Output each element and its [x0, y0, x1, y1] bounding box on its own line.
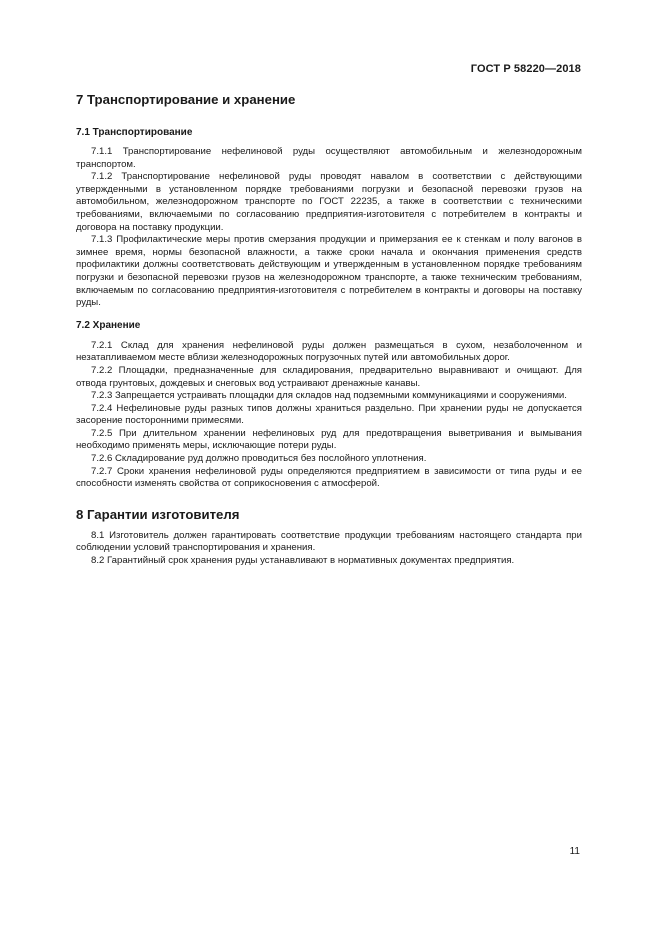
section-7-heading: 7 Транспортирование и хранение	[76, 92, 296, 107]
paragraph-7-2-5: 7.2.5 При длительном хранении нефелиновых руд для предотвращения выветривания и вымывания необходимо применять меры, исключающие потери руды.	[76, 427, 582, 452]
paragraph-7-2-4: 7.2.4 Нефелиновые руды разных типов должны храниться раздельно. При хранении руды не допускается засорение посторонними примесями.	[76, 402, 582, 427]
paragraph-7-2-2: 7.2.2 Площадки, предназначенные для складирования, предварительно выравнивают и очищают. Для отвода грунтовых, дождевых и снеговых вод устраивают дренажные канавы.	[76, 364, 582, 389]
subsection-7-1-heading: 7.1 Транспортирование	[76, 127, 193, 138]
paragraph-7-1-1: 7.1.1 Транспортирование нефелиновой руды осуществляют автомобильным и железнодорожным транспортом.	[76, 146, 582, 170]
page-number: 11	[569, 846, 580, 857]
subsection-7-2-heading: 7.2 Хранение	[76, 319, 141, 331]
paragraph-8-1: 8.1 Изготовитель должен гарантировать соответствие продукции требованиям настоящего стандарта при соблюдении условий транспортирования и хранения.	[76, 529, 582, 554]
paragraph-8-2: 8.2 Гарантийный срок хранения руды устанавливают в нормативных документах предприятия.	[91, 555, 515, 567]
paragraph-7-2-6: 7.2.6 Складирование руд должно проводиться без послойного уплотнения.	[91, 453, 427, 465]
paragraph-7-1-3: 7.1.3 Профилактические меры против смерзания продукции и примерзания ее к стенкам и полу вагонов в зимнее время, нормы безопасной влажности, а также сроки начала и окончания применения средств профилактики должны соответствовать действующим и утвержденным в установленном порядке требованиям погрузки и безопасной перевозки грузов на железнодорожном транспорте, а также техническим требованиям, включаемым по согласованию предприятия-изготовителя с потребителем в контракты и договоры на поставку руды.	[76, 234, 582, 309]
paragraph-7-2-1: 7.2.1 Склад для хранения нефелиновой руды должен размещаться в сухом, незаболоченном и незатапливаемом месте вблизи железнодорожных погрузочных путей или автомобильных дорог.	[76, 339, 582, 364]
page-content	[76, 92, 582, 568]
document-code: ГОСТ Р 58220—2018	[470, 63, 581, 75]
paragraph-7-2-7: 7.2.7 Сроки хранения нефелиновой руды определяются предприятием в зависимости от типа руды и ее способности изменять свойства от соприкосновения с атмосферой.	[76, 465, 582, 490]
paragraph-7-2-3: 7.2.3 Запрещается устраивать площадки для складов над подземными коммуникациями и сооружениями.	[91, 390, 567, 402]
section-8-heading: 8 Гарантии изготовителя	[76, 506, 240, 522]
paragraph-7-1-2: 7.1.2 Транспортирование нефелиновой руды проводят навалом в соответствии с действующими утвержденными в установленном порядке требованиями погрузки и безопасной перевозки грузов на автомобильном, железнодорожном транспорте по ГОСТ 22235, а также в соответствии с техническими требованиями, включаемыми по согласованию предприятия-изготовителя с потребителем в контракты и договора на поставку продукции.	[76, 171, 582, 233]
